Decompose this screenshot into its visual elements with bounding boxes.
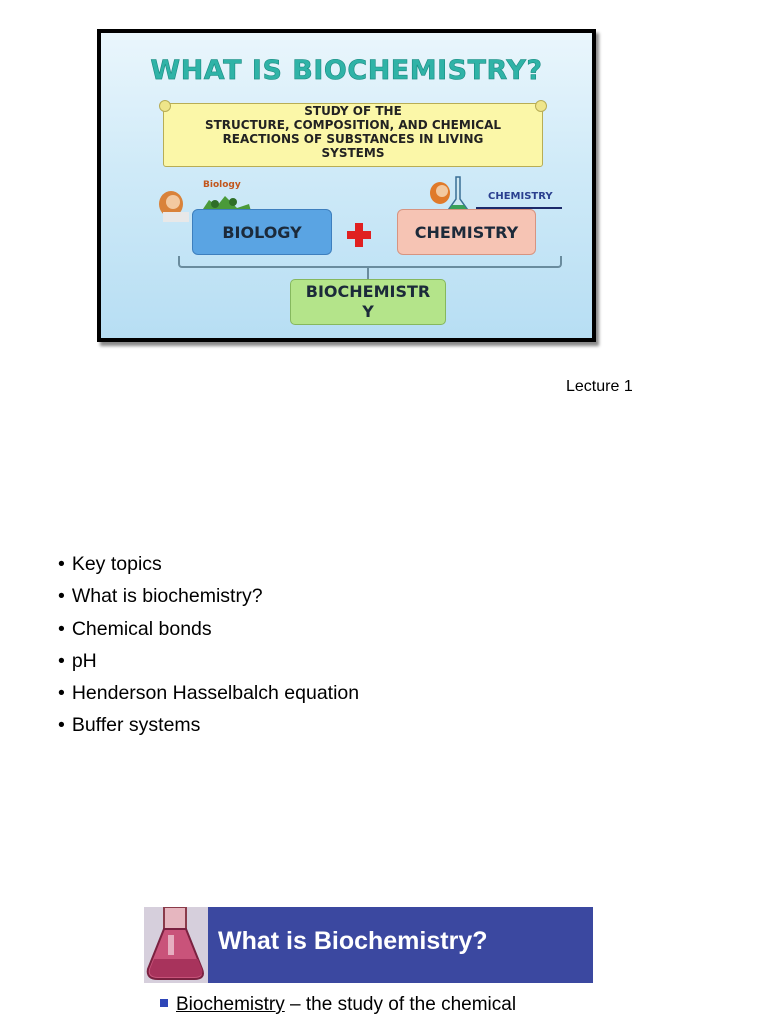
list-item: • Henderson Hasselbalch equation [58,677,359,709]
slide-what-is-biochemistry [97,29,596,342]
definition-text: – the study of the chemical [284,994,517,1015]
plus-icon [347,223,371,247]
list-item: • Key topics [58,548,359,580]
slide-title: WHAT IS BIOCHEMISTRY? [150,55,543,86]
chemistry-clipart-label: CHEMISTRY [488,191,553,202]
bullet-square-icon [160,999,168,1007]
merge-bracket-stem [367,266,369,280]
definition-line: STRUCTURE, COMPOSITION, AND CHEMICAL [204,118,502,132]
key-topics-list [58,548,359,742]
list-item: • Chemical bonds [58,613,359,645]
definition-scroll [163,103,543,167]
result-line: Y [362,302,374,321]
slide-title: What is Biochemistry? [218,927,488,955]
definition-line: STUDY OF THE [304,104,402,118]
result-line: BIOCHEMISTR [305,282,431,301]
biology-box: BIOLOGY [192,209,332,255]
list-item: • pH [58,645,359,677]
definition-bullet [160,994,516,1016]
definition-term: Biochemistry [176,994,285,1015]
merge-bracket [178,256,562,268]
list-item: • What is biochemistry? [58,580,359,612]
lecture-label: Lecture 1 [566,378,633,395]
slide-header [144,907,593,983]
chemistry-box: CHEMISTRY [397,209,536,255]
list-item: • Buffer systems [58,709,359,741]
flask-icon [144,907,208,983]
biology-clipart-label: Biology [203,180,241,190]
biochemistry-box [290,279,446,325]
slide-biochemistry-definition [144,907,594,1024]
definition-line: SYSTEMS [321,146,385,160]
definition-line: REACTIONS OF SUBSTANCES IN LIVING [222,132,484,146]
